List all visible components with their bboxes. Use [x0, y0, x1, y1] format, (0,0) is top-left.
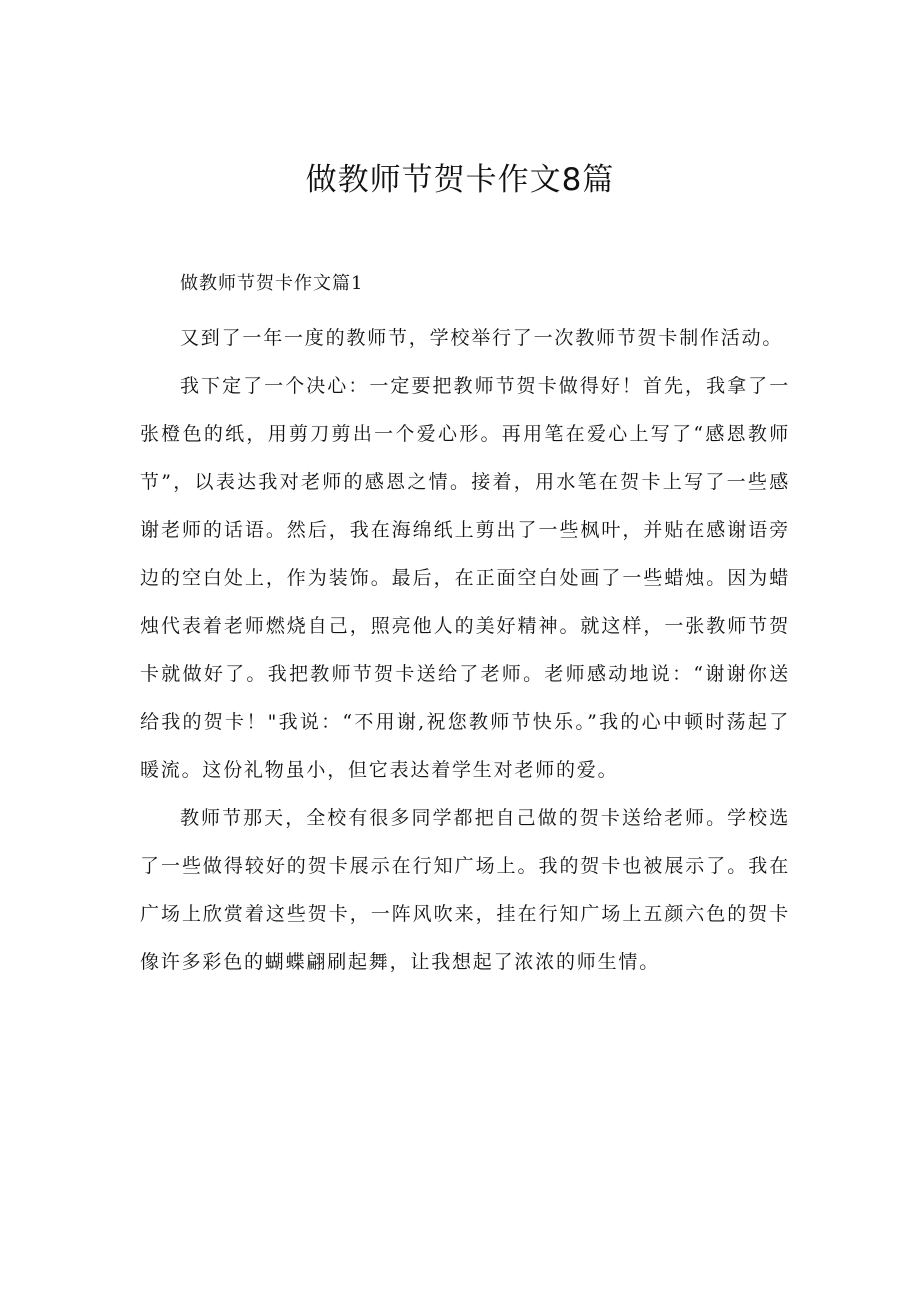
document-title: 做教师节贺卡作文8篇 — [305, 162, 615, 198]
paragraph-2: 我下定了一个决心：一定要把教师节贺卡做得好！首先，我拿了一张橙色的纸，用剪刀剪出一个爱心形。再用笔在爱心上写了“感恩教师节”，以表达我对老师的感恩之情。接着，用水笔在贺卡上写了一些感谢老师的话语。然后，我在海绵纸上剪出了一些枫叶，并贴在感谢语旁边的空白处上，作为装饰。最后，在正面空白处画了一些蜡烛。因为蜡烛代表着老师燃烧自己，照亮他人的美好精神。就这样，一张教师节贺卡就做好了。我把教师节贺卡送给了老师。老师感动地说：“谢谢你送给我的贺卡！"我说：“不用谢,祝您教师节快乐。”我的心中顿时荡起了暖流。这份礼物虽小，但它表达着学生对老师的爱。 — [140, 375, 790, 781]
paragraph-3: 教师节那天，全校有很多同学都把自己做的贺卡送给老师。学校选了一些做得较好的贺卡展示在行知广场上。我的贺卡也被展示了。我在广场上欣赏着这些贺卡，一阵风吹来，挂在行知广场上五颜六色的贺卡像许多彩色的蝴蝶翩刷起舞，让我想起了浓浓的师生情。 — [140, 807, 790, 973]
paragraph-1: 又到了一年一度的教师节，学校举行了一次教师节贺卡制作活动。 — [180, 327, 784, 349]
document-body — [140, 266, 790, 986]
section-heading: 做教师节贺卡作文篇1 — [180, 273, 364, 294]
